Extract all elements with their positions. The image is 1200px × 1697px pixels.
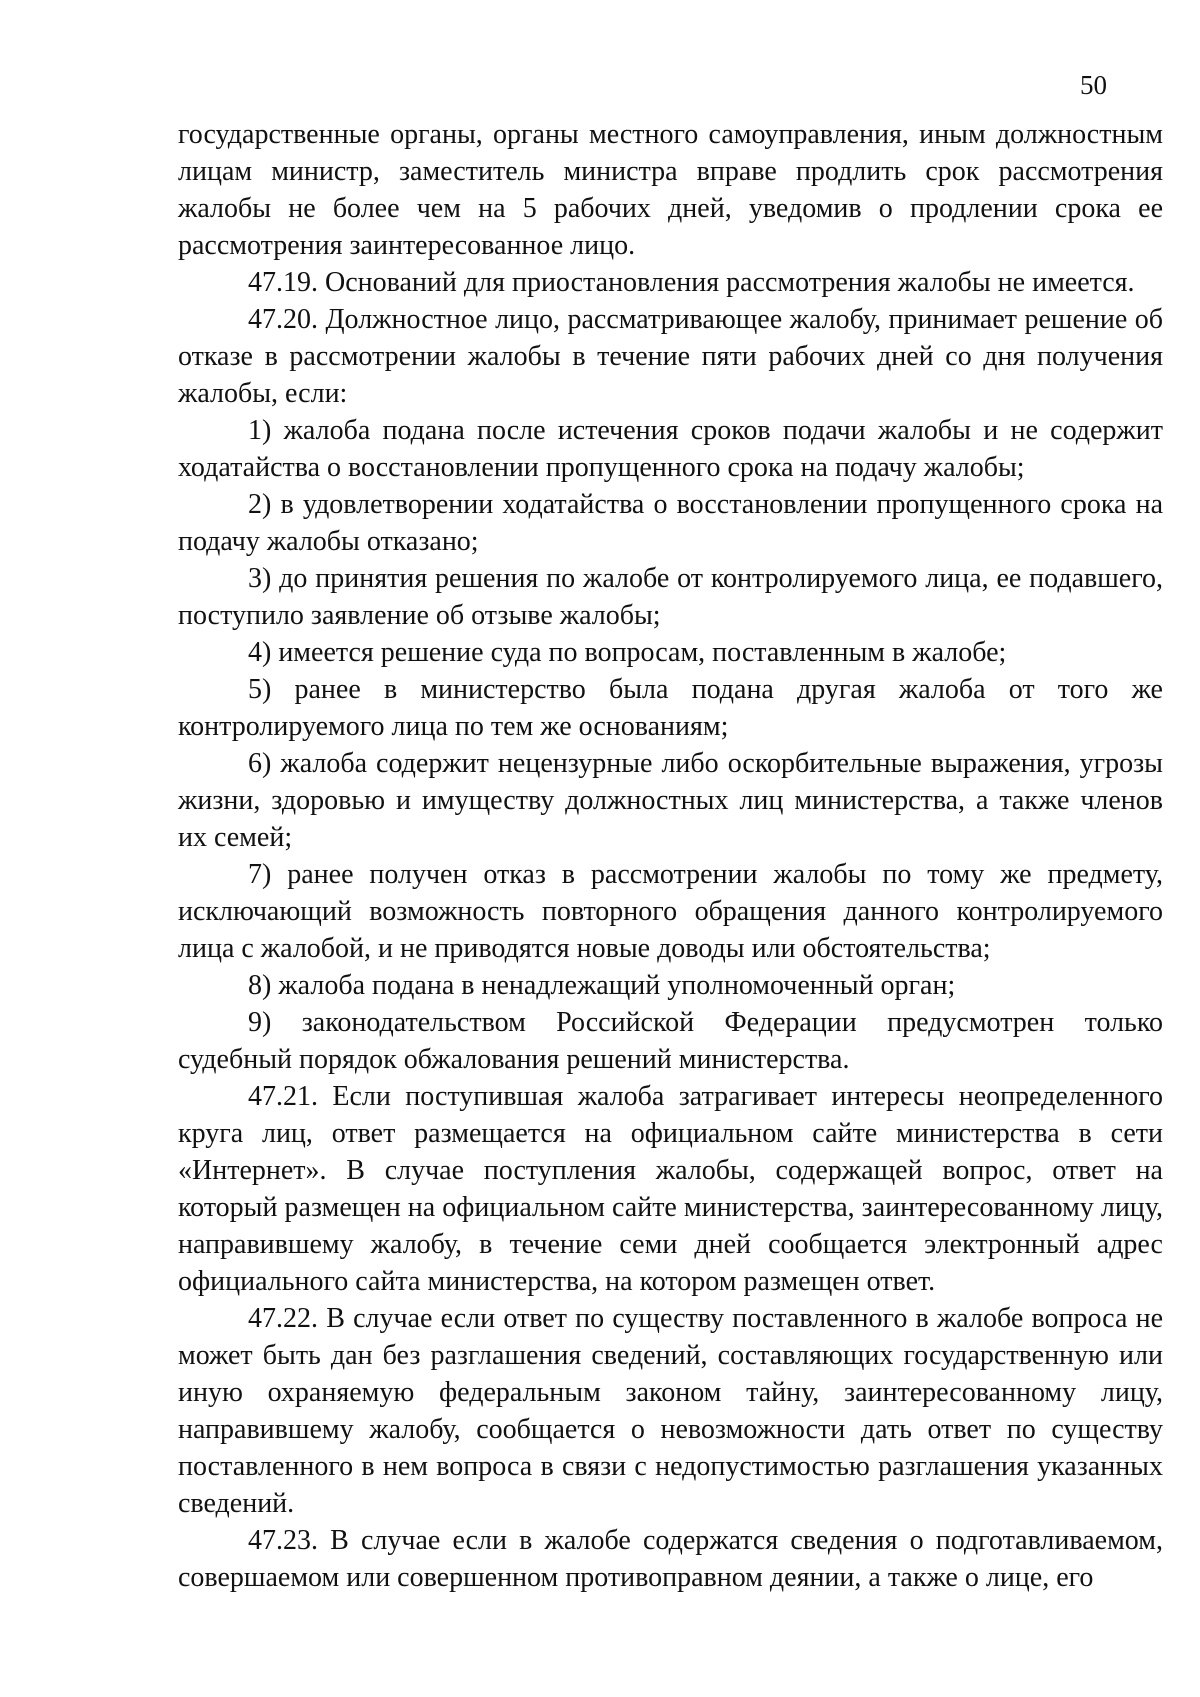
paragraph: 47.22. В случае если ответ по существу поставленного в жалобе вопроса не может быть дан без разглашения сведений, составляющих государственную или иную охраняемую федеральным законом тайну, заинтересованному лицу, направившему жалобу, сообщается о невозможности дать ответ по существу поставленного в нем вопроса в связи с недопустимостью разглашения указанных сведений. [178, 1303, 1163, 1519]
paragraph: 5) ранее в министерство была подана другая жалоба от того же контролируемого лица по тем же основаниям; [178, 674, 1163, 742]
paragraph: 2) в удовлетворении ходатайства о восстановлении пропущенного срока на подачу жалобы отказано; [178, 489, 1163, 557]
paragraph: 8) жалоба подана в ненадлежащий уполномоченный орган; [248, 970, 956, 1001]
paragraph: 4) имеется решение суда по вопросам, поставленным в жалобе; [248, 637, 1007, 668]
paragraph: 47.23. В случае если в жалобе содержатся сведения о подготавливаемом, совершаемом или совершенном противоправном деянии, а также о лице, его [178, 1525, 1163, 1593]
paragraph: государственные органы, органы местного самоуправления, иным должностным лицам министр, заместитель министра вправе продлить срок рассмотрения жалобы не более чем на 5 рабочих дней, уведомив о продлении срока ее рассмотрения заинтересованное лицо. [178, 119, 1163, 261]
paragraph: 1) жалоба подана после истечения сроков подачи жалобы и не содержит ходатайства о восстановлении пропущенного срока на подачу жалобы; [178, 415, 1163, 483]
page-number: 50 [1080, 70, 1107, 100]
paragraph: 7) ранее получен отказ в рассмотрении жалобы по тому же предмету, исключающий возможность повторного обращения данного контролируемого лица с жалобой, и не приводятся новые доводы или обстоятельства; [178, 859, 1163, 964]
paragraph: 9) законодательством Российской Федерации предусмотрен только судебный порядок обжалования решений министерства. [178, 1007, 1163, 1075]
paragraph: 47.20. Должностное лицо, рассматривающее жалобу, принимает решение об отказе в рассмотрении жалобы в течение пяти рабочих дней со дня получения жалобы, если: [178, 304, 1163, 409]
paragraph: 47.19. Оснований для приостановления рассмотрения жалобы не имеется. [248, 267, 1135, 298]
paragraph: 47.21. Если поступившая жалоба затрагивает интересы неопределенного круга лиц, ответ размещается на официальном сайте министерства в сети «Интернет». В случае поступления жалобы, содержащей вопрос, ответ на который размещен на официальном сайте министерства, заинтересованному лицу, направившему жалобу, в течение семи дней сообщается электронный адрес официального сайта министерства, на котором размещен ответ. [178, 1081, 1163, 1297]
paragraph: 3) до принятия решения по жалобе от контролируемого лица, ее подавшего, поступило заявление об отзыве жалобы; [178, 563, 1163, 631]
document-body [178, 116, 1163, 1596]
paragraph: 6) жалоба содержит нецензурные либо оскорбительные выражения, угрозы жизни, здоровью и имуществу должностных лиц министерства, а также членов их семей; [178, 748, 1163, 853]
